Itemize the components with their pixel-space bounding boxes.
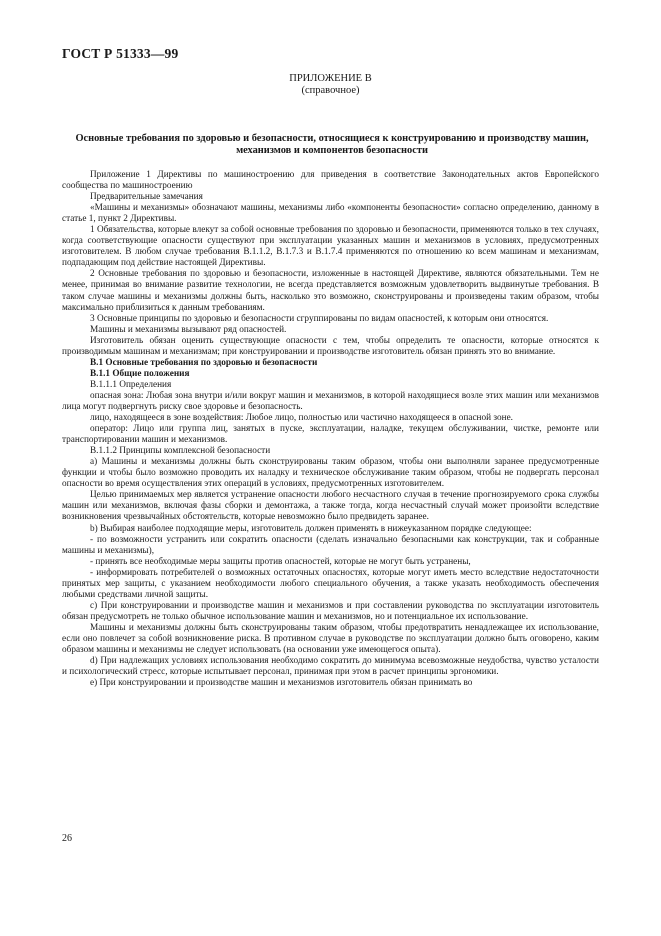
paragraph: Предварительные замечания	[90, 192, 203, 203]
page-number: 26	[62, 833, 72, 844]
paragraph: «Машины и механизмы» обозначают машины, механизмы либо «компоненты безопасности» согласно определению, данному в статье 1, пункт 2 Директивы.	[62, 203, 599, 225]
definition: лицо, находящееся в зоне воздействия: Любое лицо, полностью или частично находящееся в опасной зоне.	[90, 413, 513, 424]
appendix-heading	[0, 73, 661, 97]
paragraph: b) Выбирая наиболее подходящие меры, изготовитель должен применять в нижеуказанном порядке следующее:	[90, 523, 532, 534]
section-heading: В.1 Основные требования по здоровью и безопасности	[90, 357, 318, 368]
paragraph: d) При надлежащих условиях использования необходимо сократить до минимума всевозможные неудобства, чувство усталости и психологический стресс, которые испытывает персонал, принимая при этом в расчет принципы эргономики.	[62, 656, 599, 678]
appendix-title: ПРИЛОЖЕНИЕ В	[289, 73, 372, 84]
paragraph: a) Машины и механизмы должны быть сконструированы таким образом, чтобы они выполняли заранее предусмотренные функции и чтобы было возможно проводить их наладку и техническое обслуживание таким образом, чтобы не подвергать персонал опасности во время осуществления этих операций в условиях, предусмотренных изготовителем.	[62, 457, 599, 490]
body-text	[62, 170, 599, 689]
list-item: - по возможности устранить или сократить опасности (сделать изначально безопасными как конструкции, так и собранные машины и механизмы),	[62, 534, 599, 556]
paragraph: 1 Обязательства, которые влекут за собой основные требования по здоровью и безопасности, применяются только в тех случаях, когда соответствующие опасности существуют при эксплуатации указанных машин и механизмов в условиях, предусмотренных изготовителем. В любом случае требования В.1.1.2, В.1.7.3 и В.1.7.4 применяются по отношению ко всем машинам и механизмам, подпадающим под действие настоящей Директивы.	[62, 225, 599, 269]
paragraph: 3 Основные принципы по здоровью и безопасности сгруппированы по видам опасностей, к которым они относятся.	[90, 313, 549, 324]
paragraph: Машины и механизмы должны быть сконструированы таким образом, чтобы предотвратить ненадлежащее их использование, если оно повлечет за собой возникновение риска. В противном случае в руководстве по эксплуатации должно быть оговорено, каким образом машины и механизмы не следует использовать (на основании уже имеющегося опыта).	[62, 622, 599, 656]
paragraph: В.1.1.1 Определения	[90, 379, 172, 390]
paragraph: Приложение 1 Директивы по машиностроению для приведения в соответствие Законодательных актов Европейского сообщества по машиностроению	[62, 170, 599, 192]
paragraph: 2 Основные требования по здоровью и безопасности, изложенные в настоящей Директиве, являются обязательными. Тем не менее, принимая во внимание развитие технологии, не всегда представляется возможным удовлетворить выдвинутые требования. В таком случае машины и механизмы должны быть, насколько это возможно, сконструированы и произведены таким образом, чтобы максимально приблизиться к данным требованиям.	[62, 269, 599, 313]
appendix-subtitle: (справочное)	[301, 85, 360, 96]
paragraph: Изготовитель обязан оценить существующие опасности с тем, чтобы определить те опасности, которые относятся к производимым машинам и механизмам; при конструировании и производстве изготовитель обязан принять это во внимание.	[62, 335, 599, 357]
main-title: Основные требования по здоровью и безопасности, относящиеся к конструированию и производству машин, механизмов и компонентов безопасности	[75, 133, 589, 157]
paragraph: Машины и механизмы вызывают ряд опасностей.	[90, 324, 287, 335]
paragraph: e) При конструировании и производстве машин и механизмов изготовитель обязан принимать во	[90, 678, 473, 689]
list-item: - информировать потребителей о возможных остаточных опасностях, которые могут иметь место вследствие недостаточности принятых мер защиты, с указанием необходимости любого специального обучения, а также указать необходимость обеспечения любыми средствами личной защиты.	[62, 567, 599, 600]
list-item: - принять все необходимые меры защиты против опасностей, которые не могут быть устранены,	[90, 556, 471, 567]
subsection-heading: В.1.1 Общие положения	[90, 368, 190, 379]
definition: опасная зона: Любая зона внутри и/или вокруг машин и механизмов, в которой находящиеся возле этих машин или механизмов лица могут подвергнуть риску свое здоровье и безопасность.	[62, 390, 599, 412]
paragraph: Целью принимаемых мер является устранение опасности любого несчастного случая в течение прогнозируемого срока службы машин или механизмов, включая фазы сборки и демонтажа, а также тогда, когда несчастный случай может произойти вследствие возникновения чрезвычайных обстоятельств, которые невозможно было предвидеть заранее.	[62, 490, 599, 523]
paragraph: c) При конструировании и производстве машин и механизмов и при составлении руководства по эксплуатации изготовитель обязан предусмотреть не только обычное использование машин и механизмов, но и потенциальное их использование.	[62, 600, 599, 622]
definition: оператор: Лицо или группа лиц, занятых в пуске, эксплуатации, наладке, текущем обслуживании, чистке, ремонте или транспортировании машин и механизмов.	[62, 424, 599, 446]
paragraph: В.1.1.2 Принципы комплексной безопасности	[90, 446, 271, 457]
standard-code: ГОСТ Р 51333—99	[62, 46, 179, 61]
